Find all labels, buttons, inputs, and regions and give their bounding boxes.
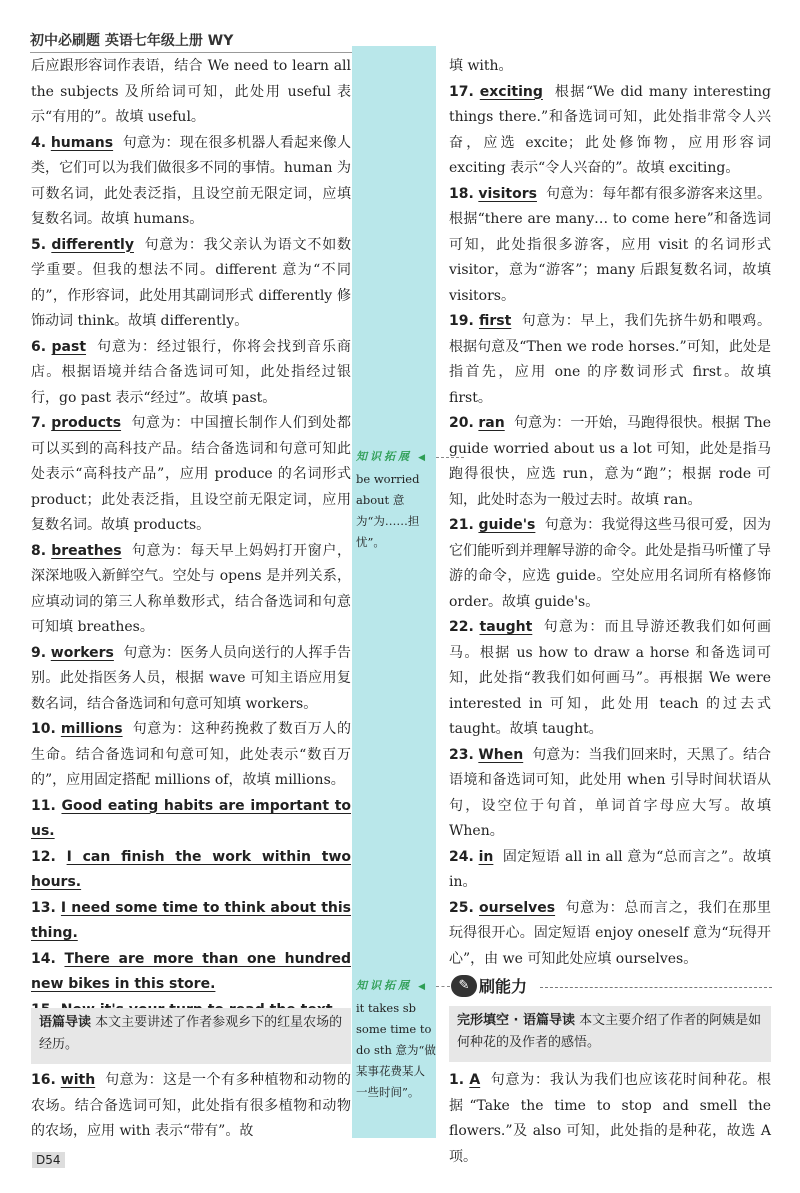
answer-word: visitors: [478, 185, 537, 202]
answer-word: When: [478, 746, 524, 763]
explanation: 后应跟形容词作表语，结合 We need to learn all the subjects 及所给词可知，此处用 useful 表示“有用的”。故填 useful。: [31, 58, 351, 125]
knowledge-note-1: [356, 446, 436, 553]
page-header: 初中必刷题 英语七年级上册 WY: [30, 30, 360, 53]
guide-text: 本文主要介绍了作者的阿姨是如何种花的及作者的感悟。: [457, 1013, 762, 1050]
answer-entry: [31, 335, 351, 412]
answer-entry: [31, 233, 351, 335]
answer-entry: [449, 896, 771, 973]
question-number: 22.: [449, 619, 474, 635]
question-number: 18.: [449, 185, 474, 202]
answer-word: in: [478, 848, 494, 865]
question-number: 17.: [449, 83, 474, 100]
answer-word: ran: [478, 415, 505, 431]
explanation: 句意为：每年都有很多游客来这里。根据“there are many… to come here”和备选词可知，此处指很多游客，应用 visit 的名词形式 visitor，意为“游客”；many 后跟复数名词，故填 visitors。: [449, 185, 772, 304]
question-number: 24.: [449, 848, 474, 865]
explanation: 句意为：这种药挽救了数百万人的生命。结合备选词和句意可知，此处表示“数百万的”，应用固定搭配 millions of，故填 millions。: [31, 721, 351, 788]
guide-label: 语篇导读: [39, 1015, 92, 1030]
knowledge-note-2: [356, 975, 436, 1103]
explanation: 句意为：而且导游还教我们如何画马。根据 us how to draw a horse 和备选词可知，此处指“教我们如何画马”。再根据 We were interested in 可知，此处用 teach 的过去式 taught。故填 taught。: [449, 619, 771, 737]
note-title: 知识拓展 ◀: [356, 975, 436, 998]
answer-entry: [31, 539, 351, 641]
sentence-text: I need some time to think about this thing.: [31, 899, 352, 941]
guide-label: 完形填空 · 语篇导读: [457, 1013, 575, 1028]
left-column: [31, 54, 351, 1023]
sentence-answer: [31, 896, 351, 947]
question-number: 16.: [31, 1072, 56, 1088]
question-number: 19.: [449, 313, 474, 329]
answer-entry: [31, 717, 351, 794]
ability-section-title: [451, 974, 527, 997]
sentence-text: There are more than one hundred new bikes in this store.: [31, 950, 351, 992]
explanation: 句意为：这是一个有多种植物和动物的农场。结合备选词可知，此处指有很多植物和动物的农场，应用 with 表示“带有”。故: [31, 1072, 352, 1139]
answer-entry: [449, 54, 771, 80]
question-number: 25.: [449, 899, 474, 916]
answer-word: taught: [479, 619, 533, 635]
answer-entry: [449, 845, 771, 896]
explanation: 句意为：我觉得这些马很可爱，因为它们能听到并理解导游的命令。此处是指马听懂了导游的命令，应选 guide。空处应用名词所有格修饰 order。故填 guide's。: [449, 517, 772, 610]
answer-word: breathes: [51, 542, 122, 559]
note-title: 知识拓展 ◀: [356, 446, 436, 469]
answer-word: past: [51, 338, 87, 355]
answer-entry: [31, 411, 351, 539]
answer-word: products: [51, 415, 122, 431]
answer-word: differently: [51, 236, 134, 253]
sentence-text: Good eating habits are important to us.: [31, 797, 352, 839]
question-number: 7.: [31, 415, 47, 431]
question-number: 9.: [31, 644, 47, 661]
question-number: 12.: [31, 848, 56, 865]
answer-entry: [449, 615, 771, 743]
explanation: 填 with。: [449, 58, 513, 74]
answer-entry: [449, 513, 771, 615]
explanation: 句意为：中国擅长制作人们到处都可以买到的高科技产品。结合备选词和句意可知此处表示“高科技产品”，应用 produce 的名词形式 product；此处表泛指，且设空前无限定词，应用复数名词。故填 products。: [31, 415, 351, 533]
question-number: 20.: [449, 415, 474, 431]
reading-guide-left: [31, 1008, 351, 1064]
explanation: 句意为：我认为我们也应该花时间种花。根据“Take the time to stop and smell the flowers.”及 also 可知，此处指的是种花，故选 A 项。: [449, 1072, 771, 1165]
question-number: 1.: [449, 1072, 465, 1088]
answer-entry: [449, 309, 771, 411]
explanation: 固定短语 all in all 意为“总而言之”。故填 in。: [449, 848, 772, 890]
sentence-answer: [31, 794, 351, 845]
sentence-answers: [31, 794, 351, 1024]
question-number: 11.: [31, 797, 56, 814]
explanation: 句意为：我父亲认为语文不如数学重要。但我的想法不同。different 意为“不同的”，作形容词，此处用其副词形式 differently 修饰动词 think。故填 differently。: [31, 236, 352, 329]
answer-word: humans: [50, 134, 114, 151]
leader-line: [436, 986, 450, 987]
left-bottom-entry: [31, 1068, 351, 1145]
explanation: 句意为：早上，我们先挤牛奶和喂鸡。根据句意及“Then we rode horses.”可知，此处是指首先，应用 one 的序数词形式 first。故填 first。: [449, 313, 772, 406]
answer-word: millions: [60, 721, 123, 737]
answer-entry: [449, 743, 771, 845]
reading-guide-right: [449, 1006, 771, 1062]
question-number: 4.: [31, 134, 47, 151]
answer-word: A: [469, 1072, 481, 1088]
note-text: it takes sb some time to do sth 意为“做某事花费某人一些时间”。: [356, 1001, 436, 1099]
explanation: 句意为：一开始，马跑得很快。根据 The guide worried about us a lot 可知，此处是指马跑得很快，应选 run，意为“跑”；根据 rode 可知，此处时态为一般过去时。故填 ran。: [449, 415, 772, 508]
right-bottom-entry: [449, 1068, 771, 1170]
ability-label: 刷能力: [479, 977, 528, 996]
explanation: 句意为：经过银行，你将会找到音乐商店。根据语境并结合备选词可知，此处指经过银行，go past 表示“经过”。故填 past。: [31, 338, 352, 406]
explanation: 句意为：每天早上妈妈打开窗户，深深地吸入新鲜空气。空处与 opens 是并列关系，应填动词的第三人称单数形式，结合备选词和句意可知填 breathes。: [31, 542, 352, 635]
answer-entry: [31, 641, 351, 718]
answer-word: exciting: [479, 83, 543, 100]
question-number: 10.: [31, 721, 56, 737]
guide-text: 本文主要讲述了作者参观乡下的红星农场的经历。: [39, 1015, 343, 1052]
answer-word: first: [478, 313, 512, 329]
left-entries: [31, 54, 351, 794]
page-number: D54: [32, 1152, 65, 1168]
right-entries: [449, 54, 771, 972]
sentence-answer: [31, 845, 351, 896]
explanation: 句意为：医务人员向送行的人挥手告别。此处指医务人员，根据 wave 可知主语应用复数名词，结合备选词和句意可知填 workers。: [31, 644, 352, 712]
answer-entry: [31, 131, 351, 233]
answer-entry: [31, 54, 351, 131]
note-text: be worried about 意为“为……担忧”。: [356, 472, 420, 549]
answer-entry: [449, 80, 771, 182]
question-number: 6.: [31, 338, 47, 355]
question-number: 23.: [449, 746, 474, 763]
right-column: [449, 54, 771, 972]
explanation: 句意为：现在很多机器人看起来像人类，它们可以为我们做很多不同的事情。human 为可数名词，此处表泛指，且设空前无限定词，应填复数名词。故填 humans。: [31, 134, 352, 227]
answer-word: with: [60, 1072, 96, 1088]
pencil-icon: ✎: [451, 975, 477, 997]
question-number: 21.: [449, 517, 474, 533]
explanation: 句意为：当我们回来时，天黑了。结合语境和备选词可知，此处用 when 引导时间状语从句，设空位于句首，单词首字母应大写。故填 When。: [449, 746, 772, 839]
question-number: 13.: [31, 899, 56, 916]
answer-entry: [449, 182, 771, 310]
explanation: 句意为：总而言之，我们在那里玩得很开心。固定短语 enjoy oneself 意为“玩得开心”，由 we 可知此处应填 ourselves。: [449, 899, 771, 967]
divider: [540, 987, 772, 988]
question-number: 8.: [31, 542, 47, 559]
answer-word: workers: [50, 644, 114, 661]
answer-word: ourselves: [479, 899, 556, 916]
explanation: 根据“We did many interesting things there.”和备选词可知，此处指非常令人兴奋，应选 excite；此处修饰物，应用形容词 exciting 表示“令人兴奋的”。故填 exciting。: [449, 83, 772, 176]
sentence-text: I can finish the work within two hours.: [31, 848, 352, 890]
sentence-answer: [31, 947, 351, 998]
answer-entry: [449, 411, 771, 513]
answer-word: guide's: [478, 517, 536, 533]
question-number: 14.: [31, 950, 56, 967]
question-number: 5.: [31, 236, 47, 253]
